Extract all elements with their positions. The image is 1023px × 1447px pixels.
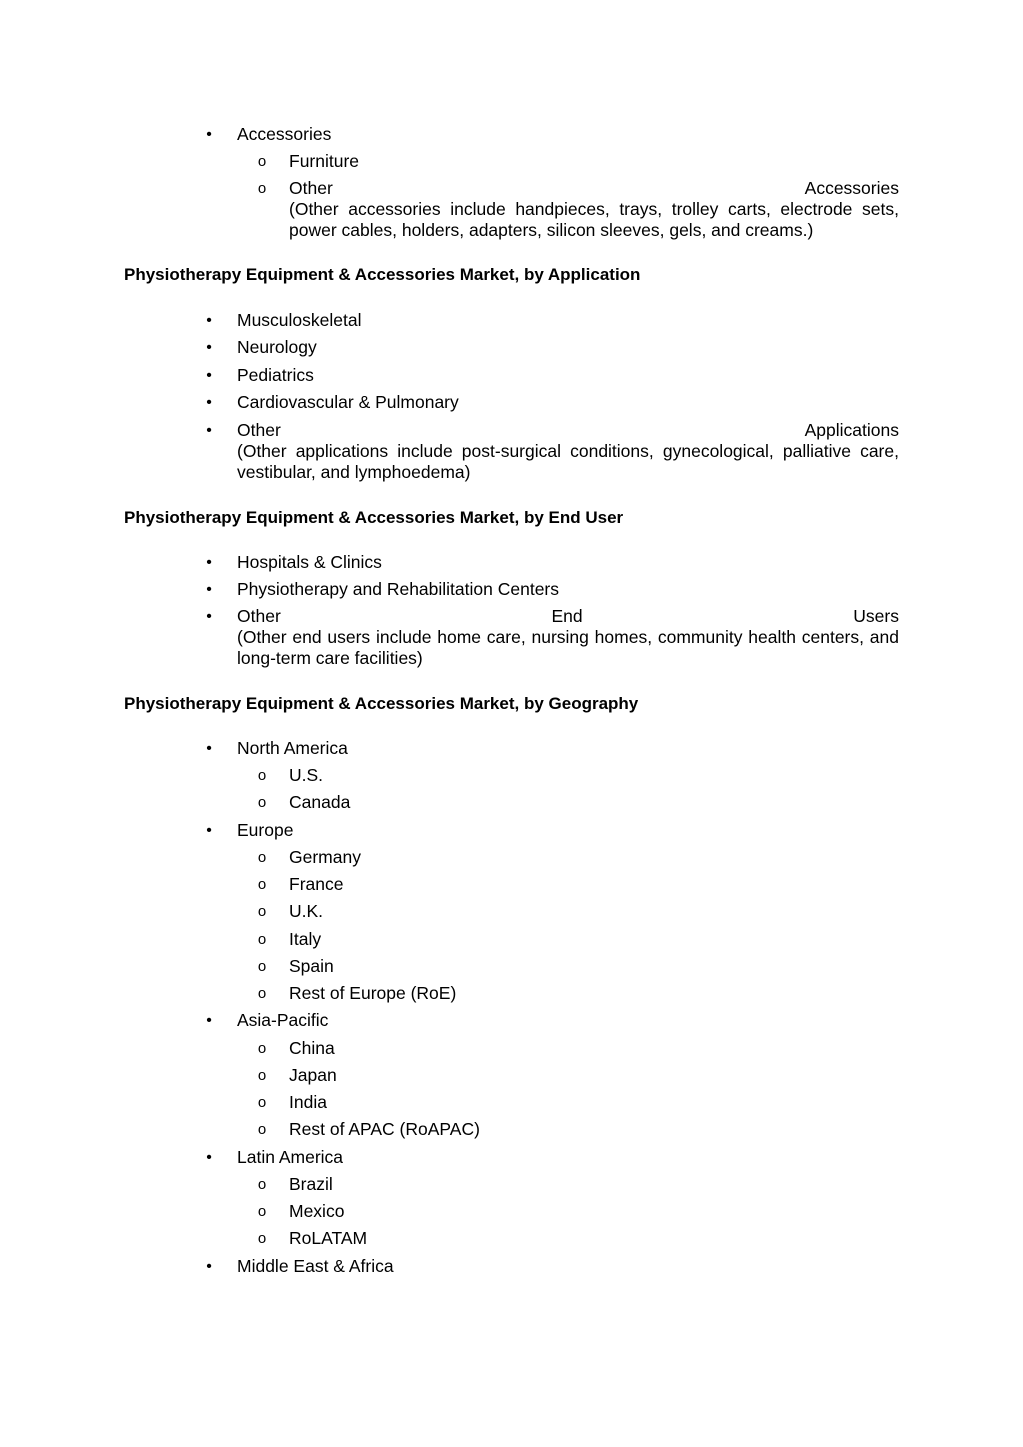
list-item-label: Accessories [237,124,332,144]
word-other: Other [289,178,333,198]
country-label: Mexico [289,1201,345,1221]
section-heading-end-user: Physiotherapy Equipment & Accessories Market, by End User [124,508,624,527]
bullet-disc: • [206,608,212,625]
country-label: China [289,1038,335,1058]
bullet-disc: • [206,126,212,143]
bullet-circle: o [257,876,267,893]
country-label: Rest of Europe (RoE) [289,983,457,1003]
bullet-circle: o [257,1094,267,1111]
bullet-disc: • [206,554,212,571]
bullet-circle: o [257,931,267,948]
bullet-circle: o [257,985,267,1002]
note-line-2: vestibular, and lymphoedema) [237,462,471,482]
note-line-1: (Other end users include home care, nursing homes, community health centers, and [237,627,899,647]
bullet-disc: • [206,394,212,411]
bullet-disc: • [206,339,212,356]
country-label: France [289,874,344,894]
bullet-disc: • [206,422,212,439]
section-heading-geography: Physiotherapy Equipment & Accessories Market, by Geography [124,694,639,713]
word-other: Other [237,606,281,626]
word-applications: Applications [804,420,899,440]
bullet-disc: • [206,822,212,839]
word-accessories: Accessories [804,178,899,198]
bullet-circle: o [257,1176,267,1193]
bullet-disc: • [206,367,212,384]
bullet-circle: o [257,794,267,811]
bullet-disc: • [206,1012,212,1029]
list-item-text [237,420,899,483]
region-label: North America [237,738,348,758]
word-users: Users [853,606,899,626]
list-item-label: Neurology [237,337,317,357]
country-label: Brazil [289,1174,333,1194]
note-line-2: long-term care facilities) [237,648,423,668]
section-heading-application: Physiotherapy Equipment & Accessories Market, by Application [124,265,641,284]
bullet-disc: • [206,740,212,757]
region-label: Asia-Pacific [237,1010,329,1030]
sub-item-text [289,178,899,241]
country-label: Japan [289,1065,337,1085]
list-item-label: Cardiovascular & Pulmonary [237,392,459,412]
country-label: RoLATAM [289,1228,368,1248]
country-label: Canada [289,792,351,812]
word-end: End [551,606,583,626]
country-label: U.K. [289,901,324,921]
bullet-circle: o [257,180,267,197]
country-label: Italy [289,929,322,949]
bullet-circle: o [257,958,267,975]
sub-item-label: Furniture [289,151,360,171]
spread-line [237,606,899,627]
list-item-text [237,606,899,669]
bullet-circle: o [257,1121,267,1138]
bullet-circle: o [257,153,267,170]
list-item-label: Pediatrics [237,365,314,385]
note-line-1 [289,199,899,220]
spread-line [289,178,899,199]
bullet-disc: • [206,312,212,329]
bullet-circle: o [257,1230,267,1247]
spread-line [237,420,899,441]
list-item-label: Physiotherapy and Rehabilitation Centers [237,579,559,599]
bullet-circle: o [257,903,267,920]
bullet-circle: o [257,1040,267,1057]
country-label: Germany [289,847,361,867]
bullet-disc: • [206,1149,212,1166]
country-label: India [289,1092,327,1112]
note-line-1: (Other applications include post-surgical conditions, gynecological, palliative care, [237,441,899,461]
bullet-circle: o [257,1067,267,1084]
bullet-disc: • [206,1258,212,1275]
region-label: Middle East & Africa [237,1256,394,1276]
bullet-circle: o [257,767,267,784]
word-other: Other [237,420,281,440]
bullet-disc: • [206,581,212,598]
note-line-2: power cables, holders, adapters, silicon sleeves, gels, and creams.) [289,220,814,240]
country-label: Spain [289,956,334,976]
country-label: U.S. [289,765,324,785]
region-label: Latin America [237,1147,344,1167]
note-text: (Other accessories include handpieces, trays, trolley carts, electrode sets, [289,199,899,219]
region-label: Europe [237,820,294,840]
bullet-circle: o [257,1203,267,1220]
bullet-circle: o [257,849,267,866]
list-item-label: Musculoskeletal [237,310,362,330]
list-item-label: Hospitals & Clinics [237,552,382,572]
country-label: Rest of APAC (RoAPAC) [289,1119,480,1139]
